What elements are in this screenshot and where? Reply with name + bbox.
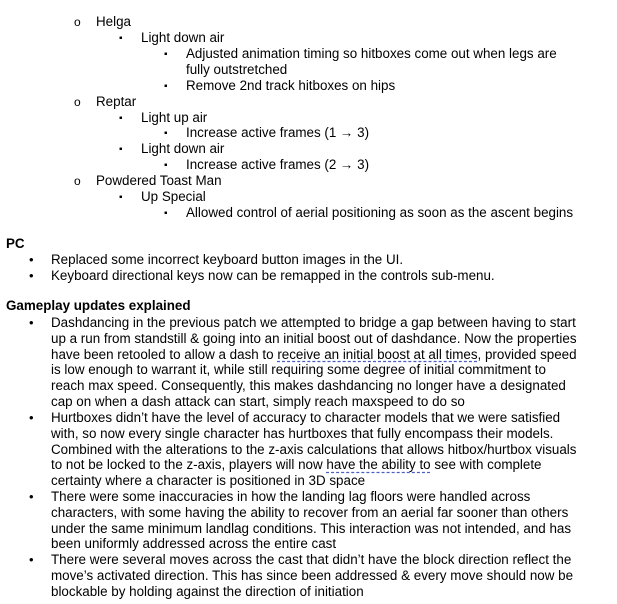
square-bullet: ▪	[164, 81, 168, 92]
paragraph-line: with, so now every single character has hurtboxes that fully encompass their models.	[51, 425, 554, 441]
paragraph-line: been uniformly addressed across the entire cast	[51, 536, 337, 552]
gameplay-item	[51, 552, 596, 599]
circle-bullet: o	[74, 95, 81, 109]
pc-item: Keyboard directional keys now can be remapped in the controls sub-menu.	[51, 268, 495, 283]
circle-bullet: o	[74, 174, 81, 188]
move-name: Light down air	[141, 141, 225, 156]
square-bullet: ▪	[119, 113, 123, 124]
change-text: Allowed control of aerial positioning as soon as the ascent begins	[186, 205, 574, 220]
paragraph-line: certainty where a character is positioned in 3D space	[51, 473, 366, 489]
grammar-underline: have the ability to	[326, 457, 431, 473]
grammar-underline: receive an initial boost at all times	[277, 346, 478, 362]
change-text: Increase active frames (1 → 3)	[186, 125, 370, 140]
paragraph-line: move’s activated direction. This has since been addressed & every move should now be	[51, 567, 574, 583]
paragraph-line: reach max speed. Consequently, this makes dashdancing no longer have a designated	[51, 378, 566, 394]
move-name: Up Special	[141, 189, 206, 204]
disc-bullet: •	[29, 552, 34, 567]
square-bullet: ▪	[164, 128, 168, 139]
square-bullet: ▪	[164, 160, 168, 171]
circle-bullet: o	[74, 15, 81, 29]
pc-item: Replaced some incorrect keyboard button images in the UI.	[51, 252, 404, 267]
square-bullet: ▪	[164, 49, 168, 60]
section-heading-pc: PC	[6, 236, 25, 251]
disc-bullet: •	[29, 315, 34, 330]
move-name: Light down air	[141, 30, 225, 45]
change-text: Remove 2nd track hitboxes on hips	[186, 78, 396, 93]
paragraph-line: under the same minimum landlag conditions. This interaction was not intended, and has	[51, 520, 572, 536]
paragraph-line: characters, with some having the ability to recover from an aerial far sooner than others	[51, 504, 569, 520]
paragraph-line: Hurtboxes didn’t have the level of accuracy to character models that we were satisfied	[51, 410, 561, 425]
paragraph-line: up a run from standstill & going into an initial boost out of dashdance. Now the properties	[51, 330, 577, 346]
change-text: Adjusted animation timing so hitboxes come out when legs are	[186, 46, 557, 61]
disc-bullet: •	[29, 252, 34, 267]
change-text: Increase active frames (2 → 3)	[186, 157, 370, 172]
disc-bullet: •	[29, 268, 34, 283]
square-bullet: ▪	[119, 192, 123, 203]
gameplay-item	[51, 489, 596, 552]
paragraph-line: Combined with the alterations to the z-axis calculations that allows hitbox/hurtbox visuals	[51, 441, 577, 457]
gameplay-item	[51, 410, 596, 489]
paragraph-line: is low enough to warrant it, while still requiring some degree of initial commitment to	[51, 362, 546, 378]
paragraph-line: have been retooled to allow a dash to receive an initial boost at all times, provided speed	[51, 346, 577, 362]
square-bullet: ▪	[119, 144, 123, 155]
gameplay-item	[51, 315, 596, 410]
change-text-continued: fully outstretched	[186, 62, 288, 77]
disc-bullet: •	[29, 410, 34, 425]
square-bullet: ▪	[119, 33, 123, 44]
character-name: Powdered Toast Man	[96, 173, 222, 188]
paragraph-line: Dashdancing in the previous patch we attempted to bridge a gap between having to start	[51, 315, 576, 330]
section-heading-gameplay: Gameplay updates explained	[6, 298, 191, 313]
character-name: Helga	[96, 14, 131, 29]
paragraph-line: to not be locked to the z-axis, players will now have the ability to see with complete	[51, 457, 542, 473]
square-bullet: ▪	[164, 208, 168, 219]
paragraph-line: There were some inaccuracies in how the landing lag floors were handled across	[51, 489, 531, 504]
move-name: Light up air	[141, 110, 208, 125]
disc-bullet: •	[29, 489, 34, 504]
paragraph-line: blockable by holding against the direction of initiation	[51, 583, 364, 599]
paragraph-line: cap on when a dash attack can start, simply reach maxspeed to do so	[51, 393, 465, 409]
character-name: Reptar	[96, 94, 137, 109]
paragraph-line: There were several moves across the cast that didn’t have the block direction reflect the	[51, 552, 572, 567]
